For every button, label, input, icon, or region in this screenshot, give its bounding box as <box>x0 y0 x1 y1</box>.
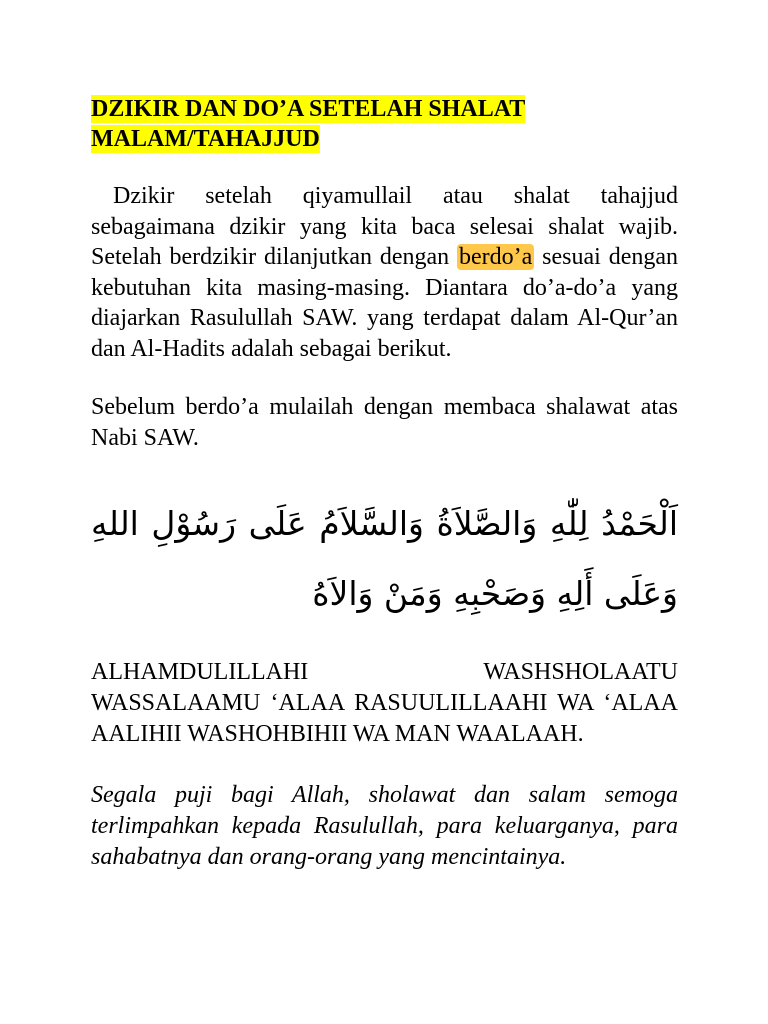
shalawat-instruction: Sebelum berdo’a mulailah dengan membaca shalawat atas Nabi SAW. <box>91 394 678 451</box>
highlighted-word: berdo’a <box>459 244 533 270</box>
title-line-1: DZIKIR DAN DO’A SETELAH SHALAT <box>91 96 526 122</box>
document-title <box>91 94 678 154</box>
intro-text-end: sesuai dengan kebutuhan kita masing-masing. Diantara do’a-do’a yang diajarkan Rasulullah SAW. yang terdapat dalam Al-Qur’an dan Al-Hadits adalah sebagai berikut. <box>91 244 678 362</box>
translation-meaning: Segala puji bagi Allah, sholawat dan salam semoga terlimpahkan kepada Rasulullah, para keluarganya, para sahabatnya dan orang-orang yang mencintainya. <box>91 782 678 870</box>
intro-text-start: Dzikir setelah qiyamullail atau shalat tahajjud sebagaimana dzikir yang kita baca selesai shalat wajib. Setelah berdzikir dilanjutkan dengan <box>91 183 678 270</box>
arabic-shalawat: اَلْحَمْدُ لِلّٰهِ وَالصَّلاَةُ وَالسَّلاَمُ عَلَى رَسُوْلِ اللهِ وَعَلَى أَلِهِ وَصَحْبِهِ وَمَنْ وَالاَهُ <box>91 504 678 613</box>
transliteration: ALHAMDULILLAHI WASHSHOLAATU WASSALAAMU ‘ALAA RASUULILLAAHI WA ‘ALAA AALIHII WASHOHBIHII WA MAN WAALAAH. <box>91 659 678 747</box>
document-page <box>91 94 678 873</box>
intro-paragraph <box>91 181 678 364</box>
title-line-2: MALAM/TAHAJJUD <box>91 126 320 152</box>
